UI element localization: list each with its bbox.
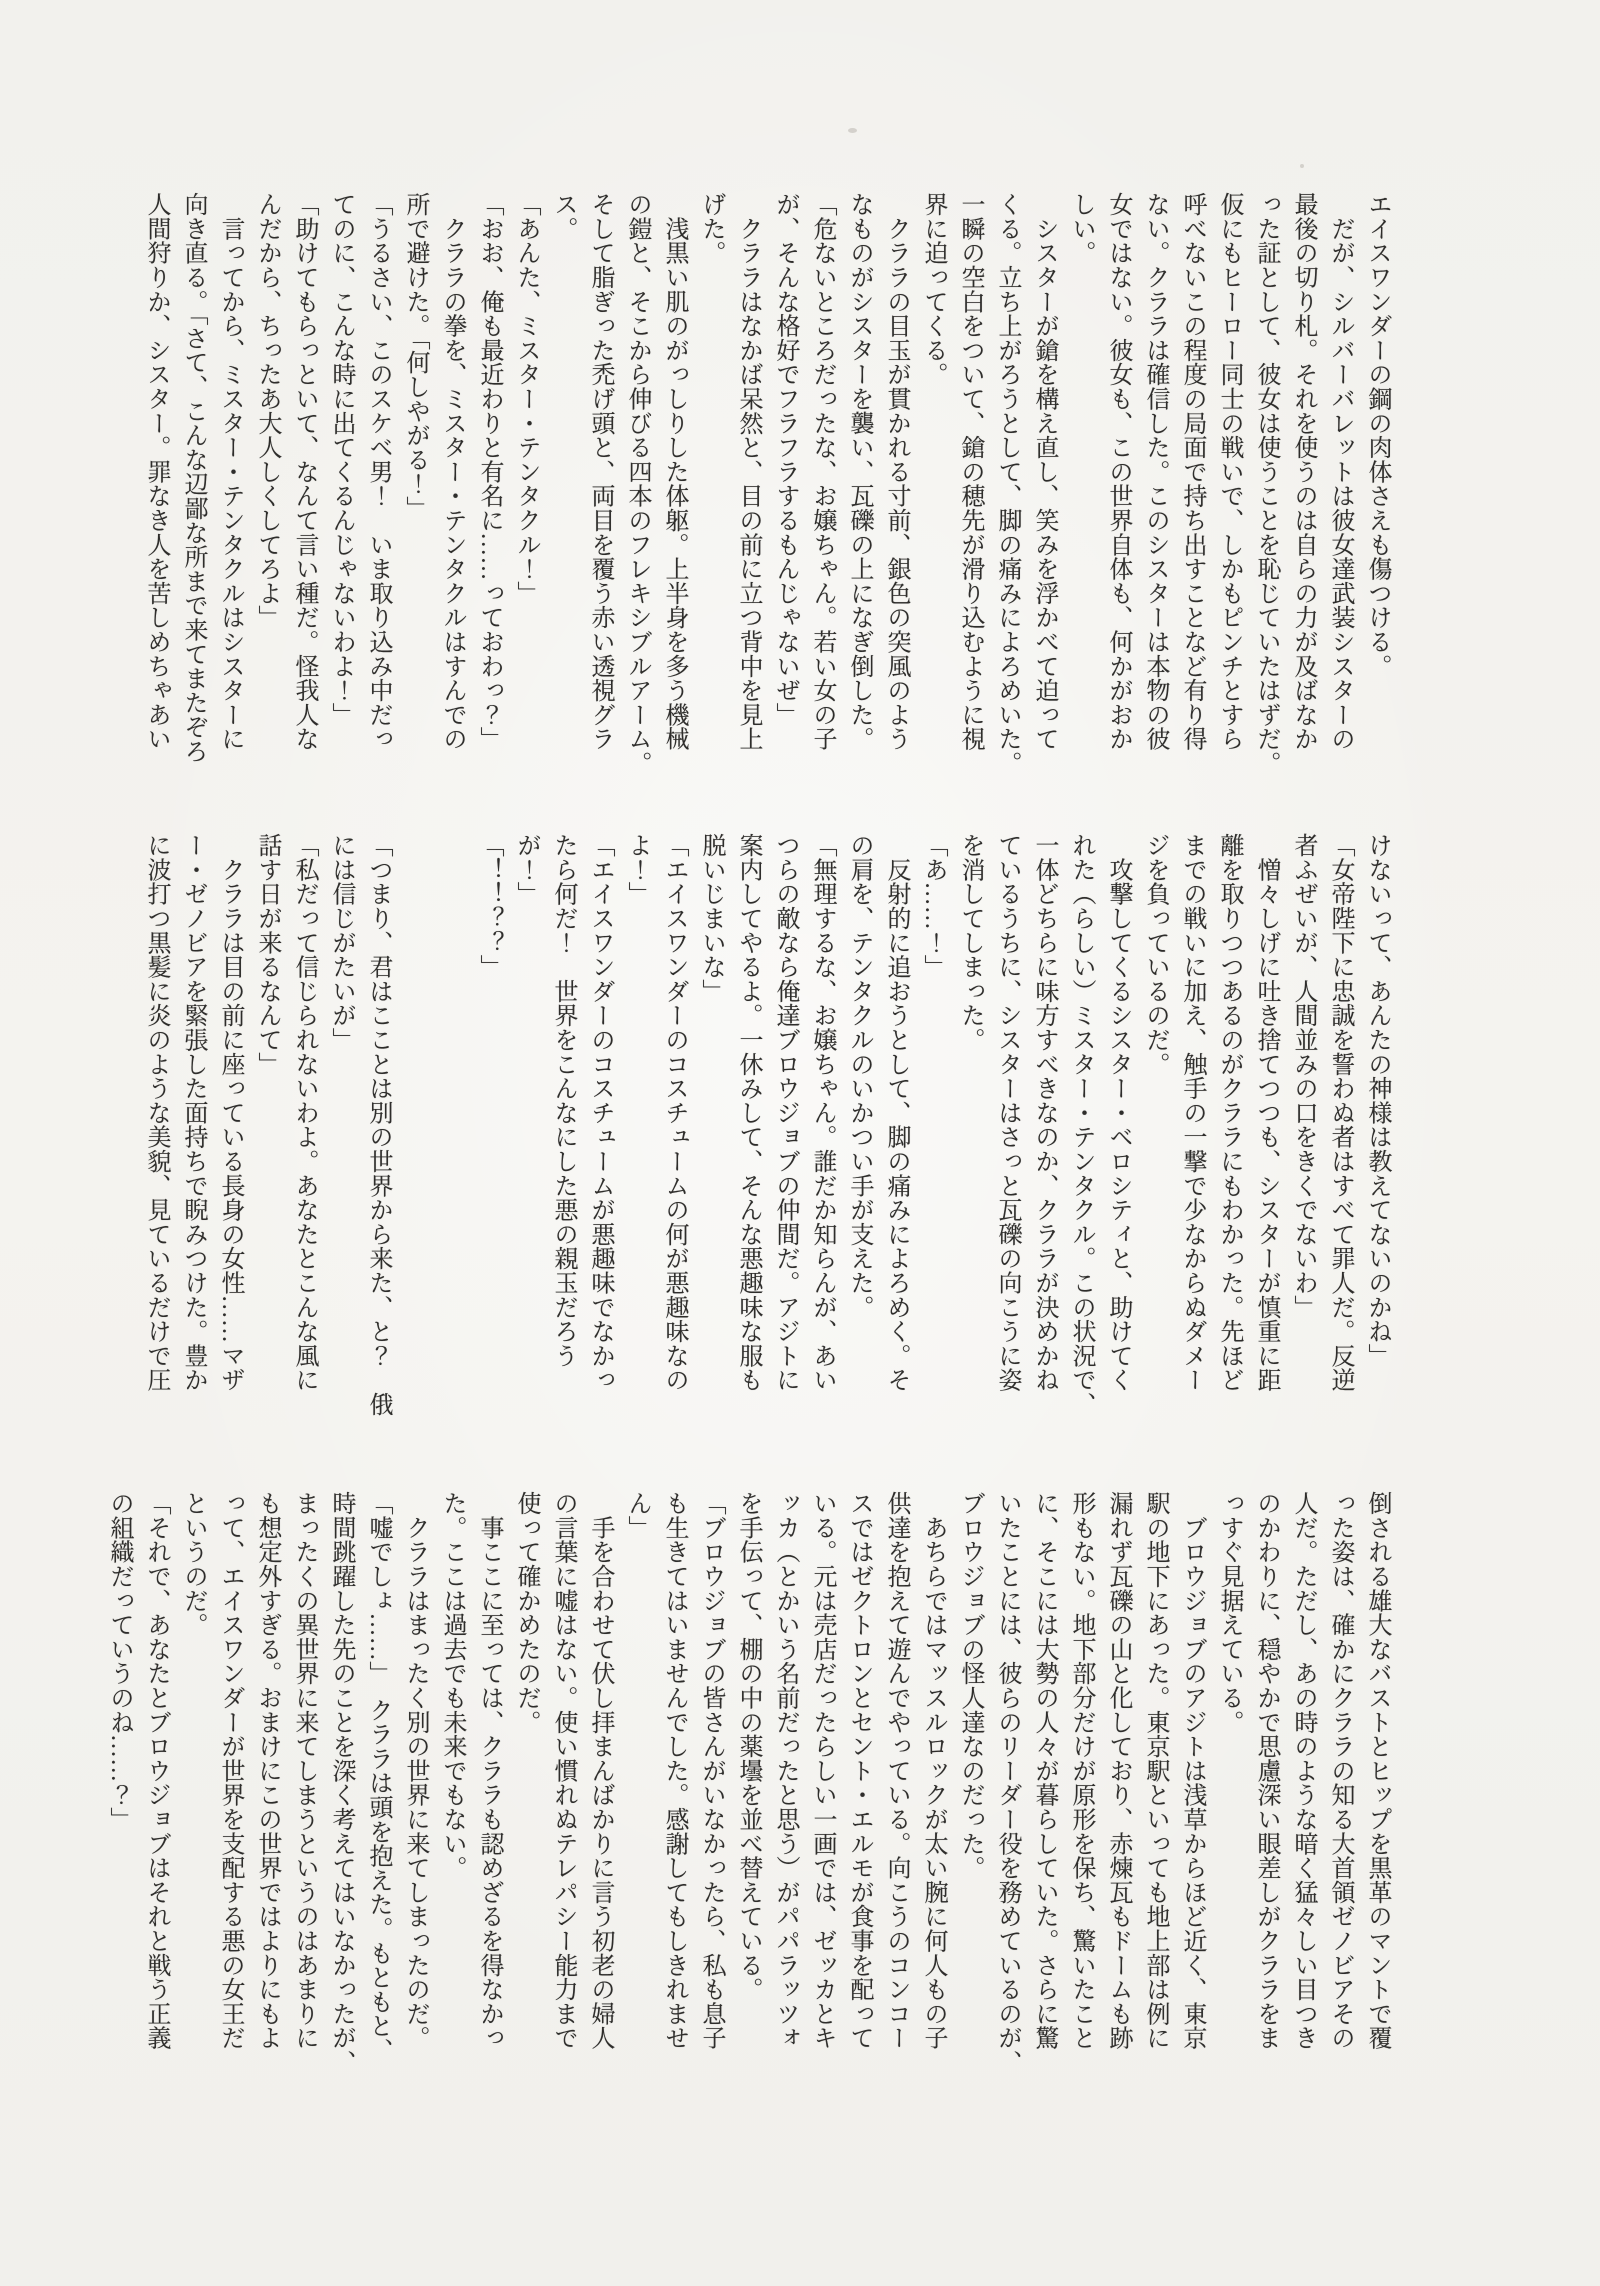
text-column: た。ここは過去でも未来でもない。	[439, 1491, 465, 1880]
text-column: の組織だっていうのね……？」	[106, 1491, 132, 1832]
text-column: を消してしまった。	[957, 833, 983, 1052]
text-column: クララは目の前に座っている長身の女性……マザ	[217, 833, 243, 1392]
text-column: けないって、あんたの神様は教えてないのかね」	[1364, 833, 1390, 1368]
text-column: 「助けてもらっといて、なんて言い種だ。怪我人な	[291, 192, 317, 751]
text-column: 話す日が来るなんて」	[254, 833, 280, 1076]
text-column: 「！！？？」	[476, 833, 502, 979]
text-column: 「危ないところだったな、お嬢ちゃん。若い女の子	[809, 192, 835, 751]
text-column: 漏れず瓦礫の山と化しており、赤煉瓦もドームも跡	[1105, 1491, 1131, 2050]
text-column: ブロウジョブのアジトは浅草からほど近く、東京	[1179, 1491, 1205, 2050]
text-column: の言葉に嘘はない。使い慣れぬテレパシー能力まで	[550, 1491, 576, 2050]
text-column: が！」	[513, 833, 539, 906]
text-column: クララはなかば呆然と、目の前に立つ背中を見上	[735, 192, 761, 751]
text-column: の鎧と、そこから伸びる四本のフレキシブルアーム。	[624, 192, 650, 776]
text-column: に、そこには大勢の人々が暮らしていた。さらに驚	[1031, 1491, 1057, 2050]
text-column: いたことには、彼らのリーダー役を務めているのが、	[994, 1491, 1020, 2075]
text-column: そして脂ぎった禿げ頭と、両目を覆う赤い透視グラ	[587, 192, 613, 751]
text-column: の肩を、テンタクルのいかつい手が支えた。	[846, 833, 872, 1319]
text-column: 呼べないこの程度の局面で持ち出すことなど有り得	[1179, 192, 1205, 751]
text-column: 者ふぜいが、人間並みの口をきくでないわ」	[1290, 833, 1316, 1319]
text-column: 「ブロウジョブの皆さんがいなかったら、私も息子	[698, 1491, 724, 2050]
text-column: 「エイスワンダーのコスチュームの何が悪趣味なの	[661, 833, 687, 1392]
text-column: ん」	[624, 1491, 650, 1540]
text-column: 手を合わせて伏し拝まんばかりに言う初老の婦人	[587, 1491, 613, 2050]
text-column: 人間狩りか、シスター。罪なき人を苦しめちゃあい	[143, 192, 169, 751]
text-column: 「それで、あなたとブロウジョブはそれと戦う正義	[143, 1491, 169, 2050]
text-column: よ！」	[624, 833, 650, 906]
text-column: ス。	[550, 192, 576, 241]
text-column: が、そんな格好でフラフラするもんじゃないぜ」	[772, 192, 798, 727]
text-column: も想定外すぎる。おまけにこの世界ではよりにもよ	[254, 1491, 280, 2050]
text-column: ブロウジョブの怪人達なのだった。	[957, 1491, 983, 1880]
text-column: に波打つ黒髪に炎のような美貌、見ているだけで圧	[143, 833, 169, 1392]
text-column: ない。クララは確信した。このシスターは本物の彼	[1142, 192, 1168, 751]
text-column: 最後の切り札。それを使うのは自らの力が及ばなか	[1290, 192, 1316, 751]
text-column	[433, 833, 470, 1425]
text-column: 供達を抱えて遊んでやっている。向こうのコンコー	[883, 1491, 909, 2050]
text-column: って、エイスワンダーが世界を支配する悪の女王だ	[217, 1491, 243, 2050]
text-column: を手伝って、棚の中の薬壜を並べ替えている。	[735, 1491, 761, 2002]
text-column: 時間跳躍した先のことを深く考えてはいなかったが、	[328, 1491, 354, 2075]
text-column: 事ここに至っては、クララも認めざるを得なかっ	[476, 1491, 502, 2050]
text-column: エイスワンダーの鋼の肉体さえも傷つける。	[1364, 192, 1390, 678]
text-column: には信じがたいが」	[328, 833, 354, 1052]
text-column: しい。	[1068, 192, 1094, 265]
text-column: 駅の地下にあった。東京駅といっても地上部は例に	[1142, 1491, 1168, 2050]
text-band-middle	[137, 833, 1395, 1425]
text-column: 「嘘でしょ……」 クララは頭を抱えた。もともと、	[365, 1491, 391, 2063]
text-column: 「私だって信じられないわよ。あなたとこんな風に	[291, 833, 317, 1392]
text-column: った証として、彼女は使うことを恥じていたはずだ。	[1253, 192, 1279, 776]
scan-speck	[848, 128, 857, 133]
text-column: 「あ……！」	[920, 833, 946, 979]
text-column: くる。立ち上がろうとして、脚の痛みによろめいた。	[994, 192, 1020, 776]
text-column: 仮にもヒーロー同士の戦いで、しかもピンチとすら	[1216, 192, 1242, 751]
text-column	[396, 833, 433, 1425]
text-column: スではゼクトロンとセント・エルモが食事を配って	[846, 1491, 872, 2050]
text-column: 一体どちらに味方すべきなのか、クララが決めかね	[1031, 833, 1057, 1392]
text-column: ー・ゼノビアを緊張した面持ちで睨みつけた。豊か	[180, 833, 206, 1392]
text-column: 反射的に追おうとして、脚の痛みによろめく。そ	[883, 833, 909, 1392]
text-column: 「あんた、ミスター・テンタクル！」	[513, 192, 539, 606]
text-column: シスターが鎗を構え直し、笑みを浮かべて迫って	[1031, 192, 1057, 751]
text-column: 「おお、俺も最近わりと有名に……っておわっ？」	[476, 192, 502, 751]
text-column: 女ではない。彼女も、この世界自体も、何かがおか	[1105, 192, 1131, 751]
text-column: あちらではマッスルロックが太い腕に何人もの子	[920, 1491, 946, 2050]
text-column: 言ってから、ミスター・テンタクルはシスターに	[217, 192, 243, 751]
text-column: れた（らしい）ミスター・テンタクル。この状況で、	[1068, 833, 1094, 1417]
text-column: 攻撃してくるシスター・ベロシティと、助けてく	[1105, 833, 1131, 1392]
text-column: 脱いじまいな」	[698, 833, 724, 1004]
scan-speck	[1300, 164, 1304, 168]
text-column: 案内してやるよ。一休みして、そんな悪趣味な服も	[735, 833, 761, 1392]
text-column: 「女帝陛下に忠誠を誓わぬ者はすべて罪人だ。反逆	[1327, 833, 1353, 1392]
text-column: げた。	[698, 192, 724, 265]
text-column: 「うるさい、このスケベ男！ いま取り込み中だっ	[365, 192, 391, 751]
text-column: った姿は、確かにクララの知る大首領ゼノビアその	[1327, 1491, 1353, 2050]
text-column: クララの拳を、ミスター・テンタクルはすんでの	[439, 192, 465, 751]
text-column: んだから、ちったあ大人しくしてろよ」	[254, 192, 280, 630]
text-column: も生きてはいませんでした。感謝してもしきれませ	[661, 1491, 687, 2050]
text-column: 向き直る。「さて、こんな辺鄙な所まで来てまたぞろ	[180, 192, 206, 764]
text-column: クララの目玉が貫かれる寸前、銀色の突風のよう	[883, 192, 909, 751]
text-column: 浅黒い肌のがっしりした体躯。上半身を多う機械	[661, 192, 687, 751]
text-column: 倒される雄大なバストとヒップを黒革のマントで覆	[1364, 1491, 1390, 2050]
text-column: なものがシスターを襲い、瓦礫の上になぎ倒した。	[846, 192, 872, 751]
text-column: 形もない。地下部分だけが原形を保ち、驚いたこと	[1068, 1491, 1094, 2050]
text-column: 離を取りつつあるのがクララにもわかった。先ほど	[1216, 833, 1242, 1392]
text-column: いる。元は売店だったらしい一画では、ゼッカとキ	[809, 1491, 835, 2050]
text-column: 使って確かめたのだ。	[513, 1491, 539, 1734]
text-column: というのだ。	[180, 1491, 206, 1637]
text-column: 「エイスワンダーのコスチュームが悪趣味でなかっ	[587, 833, 613, 1392]
text-column: ッカ（とかいう名前だったと思う）がパパラッツォ	[772, 1491, 798, 2050]
text-column: クララはまったく別の世界に来てしまったのだ。	[402, 1491, 428, 2050]
text-band-top	[137, 192, 1395, 784]
text-column: だが、シルバーバレットは彼女達武装シスターの	[1327, 192, 1353, 751]
text-column: 「無理するな、お嬢ちゃん。誰だか知らんが、あい	[809, 833, 835, 1392]
text-column: までの戦いに加え、触手の一撃で少なからぬダメー	[1179, 833, 1205, 1392]
text-column: ジを負っているのだ。	[1142, 833, 1168, 1076]
text-column: のかわりに、穏やかで思慮深い眼差しがクララをま	[1253, 1491, 1279, 2050]
text-column: 所で避けた。「何しやがる！」	[402, 192, 428, 521]
text-column: たら何だ！ 世界をこんなにした悪の親玉だろう	[550, 833, 576, 1368]
text-column: てのに、こんな時に出てくるんじゃないわよ！」	[328, 192, 354, 727]
text-column: 憎々しげに吐き捨てつつも、シスターが慎重に距	[1253, 833, 1279, 1392]
text-band-bottom	[100, 1491, 1395, 2083]
text-column: まったくの異世界に来てしまうというのはあまりに	[291, 1491, 317, 2050]
text-column: つらの敵なら俺達ブロウジョブの仲間だ。アジトに	[772, 833, 798, 1392]
text-column: ているうちに、シスターはさっと瓦礫の向こうに姿	[994, 833, 1020, 1392]
text-column: 人だ。ただし、あの時のような暗く猛々しい目つき	[1290, 1491, 1316, 2050]
text-column: 一瞬の空白をついて、鎗の穂先が滑り込むように視	[957, 192, 983, 751]
text-column: 界に迫ってくる。	[920, 192, 946, 387]
text-column: 「つまり、君はこことは別の世界から来た、と？ 俄	[365, 833, 391, 1417]
text-column: っすぐ見据えている。	[1216, 1491, 1242, 1734]
